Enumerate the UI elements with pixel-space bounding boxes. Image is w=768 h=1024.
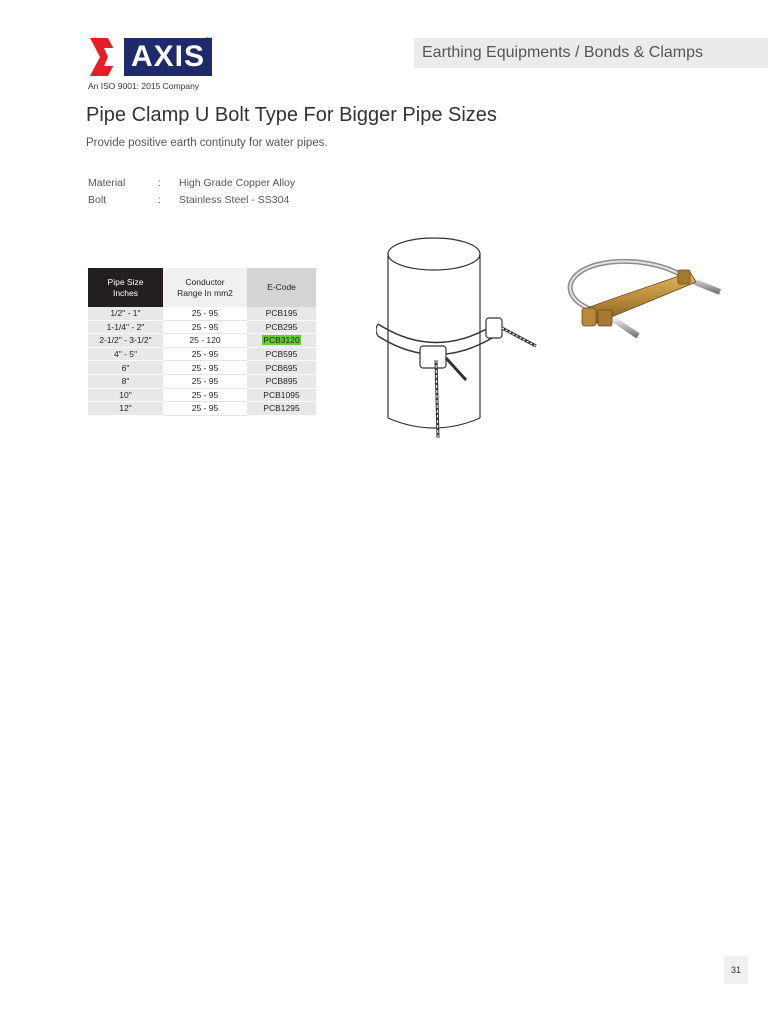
table-row — [88, 388, 316, 402]
cell-conductor-range: 25 - 95 — [163, 307, 247, 320]
table-row — [88, 361, 316, 375]
table-row — [88, 320, 316, 334]
product-table — [88, 268, 316, 416]
cell-pipe-size: 1-1/4" - 2" — [88, 320, 163, 334]
header-pipe-size — [88, 268, 163, 307]
spec-separator: : — [158, 194, 161, 206]
cell-conductor-range: 25 - 95 — [163, 361, 247, 375]
cell-conductor-range: 25 - 95 — [163, 320, 247, 334]
cell-pipe-size: 1/2" - 1" — [88, 307, 163, 320]
cell-pipe-size: 12" — [88, 402, 163, 416]
cell-conductor-range: 25 - 120 — [163, 334, 247, 348]
section-banner: Earthing Equipments / Bonds & Clamps — [414, 38, 768, 68]
cell-ecode: PCB595 — [247, 347, 316, 361]
highlighted-code: PCB3120 — [263, 335, 300, 346]
cell-pipe-size: 10" — [88, 388, 163, 402]
table-row — [88, 347, 316, 361]
spec-value: High Grade Copper Alloy — [179, 177, 296, 189]
cell-pipe-size: 6" — [88, 361, 163, 375]
logo-arrow-icon — [88, 38, 128, 76]
logo-tagline: An ISO 9001: 2015 Company — [88, 81, 200, 91]
cell-conductor-range: 25 - 95 — [163, 347, 247, 361]
cell-conductor-range: 25 - 95 — [163, 402, 247, 416]
cell-ecode: PCB1295 — [247, 402, 316, 416]
cell-ecode: PCB895 — [247, 374, 316, 388]
spec-separator: : — [158, 177, 161, 189]
trademark-symbol: ™ — [205, 36, 213, 45]
header-text: Inches — [112, 287, 139, 298]
cell-ecode: PCB1095 — [247, 388, 316, 402]
cell-pipe-size: 2-1/2" - 3-1/2" — [88, 334, 163, 348]
header-text: Range In mm2 — [177, 287, 233, 298]
header-conductor-range — [163, 268, 247, 307]
page-number: 31 — [724, 956, 748, 984]
cell-ecode: PCB695 — [247, 361, 316, 375]
pipe-clamp-installed-drawing — [376, 232, 546, 444]
brass-clamp-photo — [552, 252, 726, 344]
cell-ecode: PCB195 — [247, 307, 316, 320]
table-row — [88, 374, 316, 388]
header-text: Pipe Size — [107, 276, 144, 287]
table-row — [88, 307, 316, 320]
spec-value: Stainless Steel - SS304 — [179, 194, 290, 206]
cell-ecode: PCB295 — [247, 320, 316, 334]
table-row — [88, 334, 316, 348]
page-subtitle: Provide positive earth continuty for water pipes. — [86, 137, 328, 149]
company-logo — [88, 38, 218, 92]
table-row — [88, 402, 316, 416]
cell-pipe-size: 8" — [88, 374, 163, 388]
logo-wordmark: AXIS — [124, 38, 212, 76]
table-header-row — [88, 268, 316, 307]
cell-conductor-range: 25 - 95 — [163, 388, 247, 402]
cell-pipe-size: 4" - 5" — [88, 347, 163, 361]
cell-conductor-range: 25 - 95 — [163, 374, 247, 388]
header-ecode: E-Code — [247, 268, 316, 307]
cell-ecode-highlighted — [247, 334, 316, 348]
header-text: Conductor — [185, 276, 225, 287]
spec-label: Material — [88, 177, 126, 189]
page-title: Pipe Clamp U Bolt Type For Bigger Pipe Sizes — [86, 104, 497, 126]
spec-label: Bolt — [88, 194, 107, 206]
